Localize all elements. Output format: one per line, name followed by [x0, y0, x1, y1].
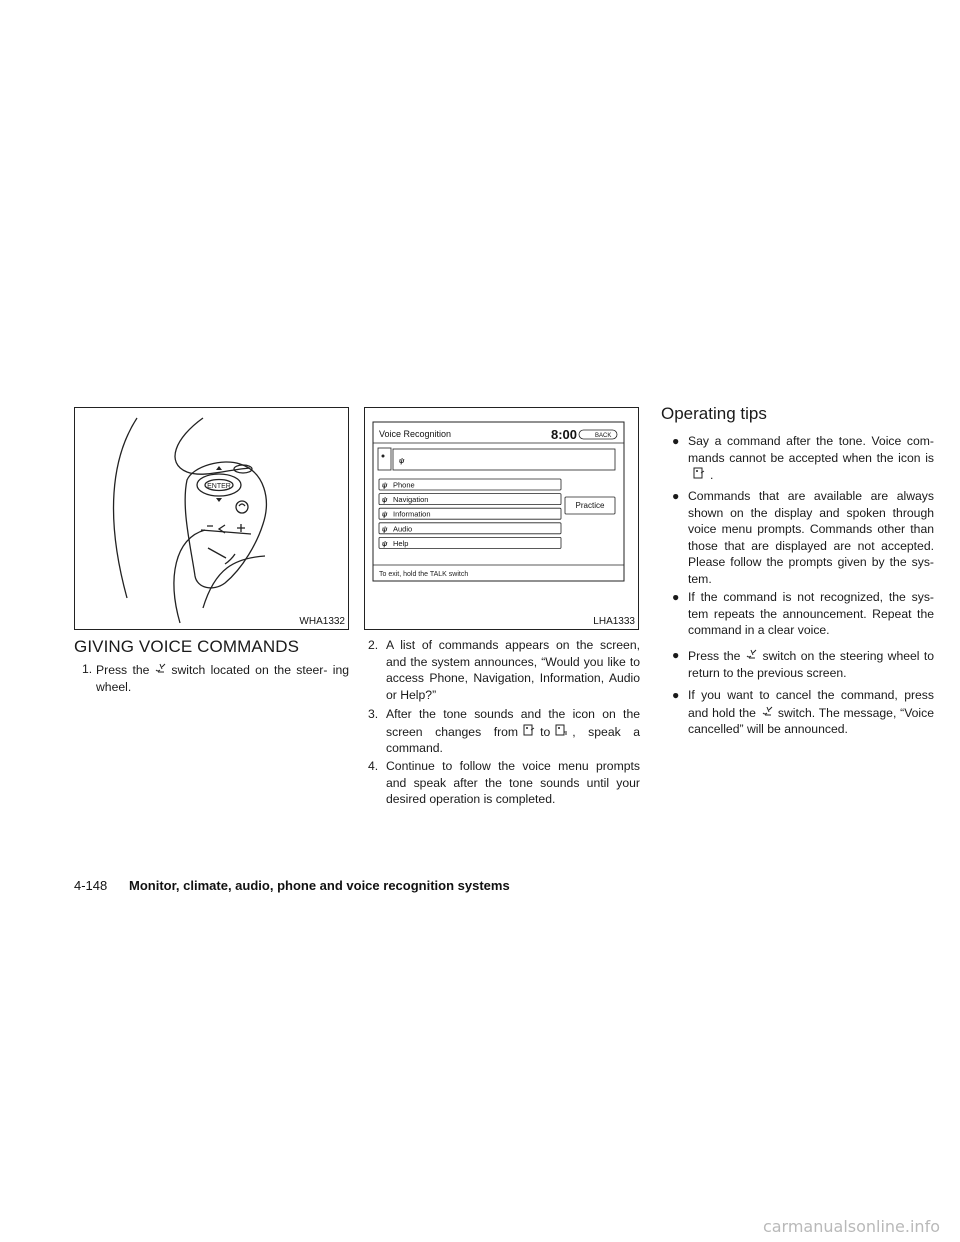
step-text: , speak a command.: [386, 724, 640, 756]
screen-back: BACK: [595, 433, 612, 439]
page-number: 4-148: [74, 878, 108, 893]
step-number: 4.: [368, 759, 379, 773]
talk-switch-icon: [744, 647, 758, 661]
menu-item-label: Audio: [393, 524, 413, 534]
exit-hint: To exit, hold the TALK switch: [379, 571, 469, 578]
step-number: 3.: [368, 707, 379, 721]
step-number: 1.: [82, 662, 93, 676]
bullet-dot: ●: [672, 489, 680, 503]
step-2: [368, 637, 640, 703]
step-text: Continue to follow the voice menu prompts and speak after the tone sounds until your desired operation is completed.: [386, 759, 640, 807]
tip-bullet: [672, 647, 934, 681]
talk-switch-icon: [153, 661, 167, 675]
step-number: 2.: [368, 638, 379, 652]
tip-bullet: [672, 488, 934, 588]
menu-item-label: Navigation: [393, 495, 429, 505]
speaking-icon: [378, 448, 391, 470]
voice-screen-illustration: [365, 408, 638, 629]
screen-title: Voice Recognition: [379, 429, 452, 439]
speaking-icon: [522, 723, 536, 737]
tip-bullet: [672, 589, 934, 639]
svg-text:ψ: ψ: [399, 458, 405, 465]
watermark: carmanualsonline.info: [762, 1217, 940, 1236]
voice-item-icon: ψ: [382, 526, 388, 534]
steering-wheel-figure: [74, 407, 349, 630]
menu-item-label: Help: [393, 538, 409, 548]
listening-icon: [554, 723, 568, 737]
screen-clock: 8:00: [551, 427, 578, 442]
tip-text: switch on the steering wheel to return to the previous screen.: [688, 649, 935, 680]
step-1: [82, 661, 349, 695]
voice-item-icon: ψ: [382, 482, 388, 490]
tip-text: Press the: [688, 649, 741, 663]
step-text: to: [540, 724, 551, 739]
bullet-dot: ●: [672, 688, 680, 702]
bullet-dot: ●: [672, 648, 680, 662]
step-text: switch located on the steer- ing wheel.: [96, 663, 349, 694]
step-text: After the tone sounds and the icon on the screen changes from: [386, 707, 640, 739]
tip-text: If the command is not recognized, the sys- tem repeats the announcement. Repeat the command in a clear voice.: [688, 590, 934, 638]
steering-wheel-illustration: [75, 408, 348, 629]
speaking-icon: [692, 466, 706, 480]
voice-item-icon: ψ: [382, 540, 388, 548]
menu-item-label: Information: [393, 509, 431, 519]
tip-text: .: [710, 468, 714, 483]
tip-bullet: [672, 687, 934, 738]
menu-item-label: Phone: [393, 480, 415, 490]
enter-button-label: ENTER: [207, 483, 231, 490]
figure-id: WHA1332: [299, 616, 345, 627]
bullet-dot: ●: [672, 590, 680, 604]
section-title-giving-voice-commands: GIVING VOICE COMMANDS: [74, 637, 300, 656]
chapter-title: Monitor, climate, audio, phone and voice recognition systems: [129, 878, 510, 893]
screen-menu: [379, 479, 561, 548]
tip-text: If you want to cancel the command, press and hold the: [688, 688, 934, 720]
practice-button: Practice: [575, 501, 605, 510]
bullet-dot: ●: [672, 434, 680, 448]
section-title-operating-tips: Operating tips: [661, 404, 767, 423]
step-text: Press the: [96, 663, 150, 677]
step-4: [368, 758, 640, 808]
tip-text: Say a command after the tone. Voice com- mands cannot be accepted when the icon is: [688, 434, 934, 465]
figure-id: LHA1333: [593, 616, 635, 627]
step-text: A list of commands appears on the screen, and the system announces, “Would you like to access Phone, Navigation, Information, Audio or Help?”: [386, 638, 640, 702]
step-3: [368, 706, 640, 757]
tip-text: switch. The message, “Voice cancelled” will be announced.: [688, 705, 935, 737]
voice-item-icon: ψ: [382, 511, 388, 519]
tip-text: Commands that are available are always shown on the display and spoken through voice menu prompts. Commands other than those that are displayed are not accepted. Please follow the prompts given by the sys- tem.: [688, 489, 934, 586]
voice-item-icon: ψ: [382, 497, 388, 505]
voice-screen-figure: [364, 407, 639, 630]
tip-bullet: [672, 433, 934, 484]
talk-switch-icon: [760, 704, 774, 718]
